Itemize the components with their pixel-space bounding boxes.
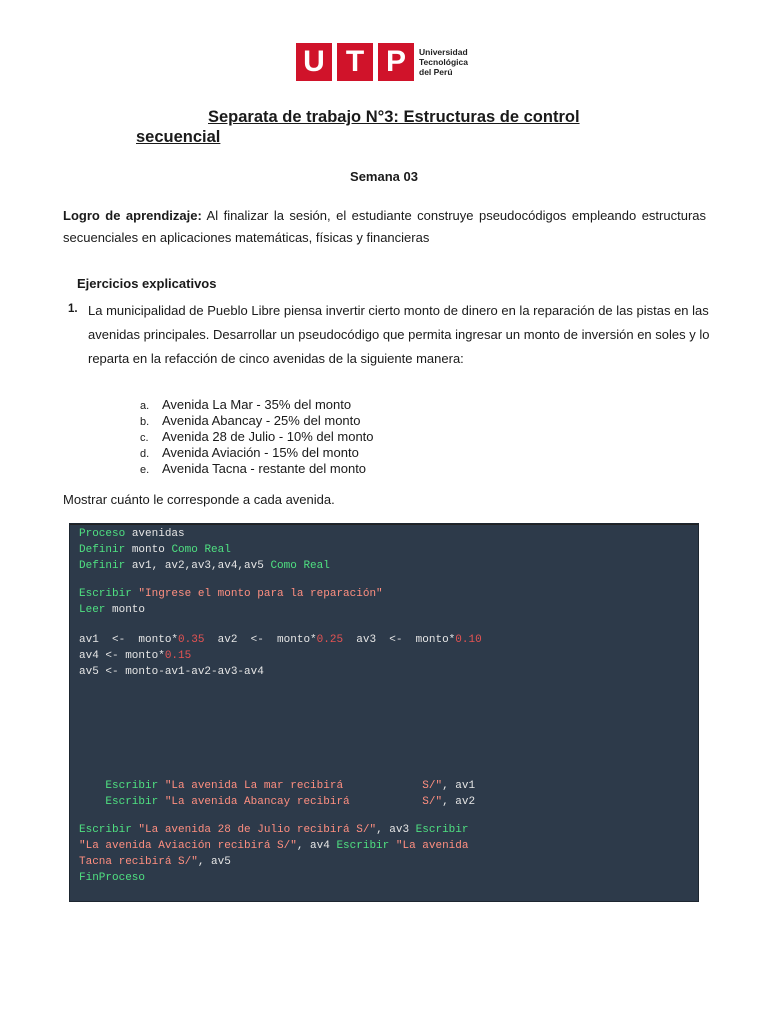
option-letter: d.	[140, 448, 150, 460]
code-token: av5 <- monto-av1-av2-av3-av4	[79, 666, 264, 678]
code-token: "La avenida Aviación recibirá S/"	[79, 840, 297, 852]
code-token: Como Real	[171, 544, 231, 556]
pseudocode-block	[70, 524, 698, 901]
option-text: Avenida Tacna - restante del monto	[162, 461, 367, 476]
logo-university-name	[419, 47, 479, 77]
code-token: "La avenida La mar recibirá S/"	[164, 780, 443, 792]
week-label: Semana 03	[350, 169, 418, 184]
code-token: , av3	[376, 824, 416, 836]
code-token: , av1	[442, 780, 476, 792]
code-token: , av4	[296, 840, 337, 852]
code-token: monto	[125, 544, 172, 556]
code-token: av3 <- monto*	[343, 634, 456, 646]
code-token: Definir	[79, 560, 126, 572]
list-item	[140, 461, 374, 477]
code-token: "La avenida	[395, 840, 469, 852]
code-token	[79, 796, 105, 808]
list-item	[140, 397, 374, 413]
code-line	[79, 855, 231, 869]
code-token	[389, 840, 396, 852]
logo-letter-u: U	[296, 43, 332, 81]
logo-text-line: Universidad	[419, 47, 468, 57]
option-letter: b.	[140, 416, 150, 428]
option-text: Avenida 28 de Julio - 10% del monto	[162, 429, 374, 444]
code-line	[79, 871, 145, 885]
code-line	[79, 543, 231, 557]
code-token: av1, av2,av3,av4,av5	[125, 560, 271, 572]
option-text: Avenida Aviación - 15% del monto	[162, 445, 359, 460]
code-token: , av5	[197, 856, 231, 868]
code-line	[79, 559, 330, 573]
learning-goal-text: Al finalizar la sesión, el estudiante construye pseudocódigos empleando estructuras secuenciales en aplicaciones matemáticas, físicas y financieras	[63, 208, 706, 245]
code-token: , av2	[442, 796, 476, 808]
exercise-closing: Mostrar cuánto le corresponde a cada avenida.	[63, 492, 335, 507]
logo-letter-t: T	[337, 43, 373, 81]
logo-letter-p: P	[378, 43, 414, 81]
section-heading: Ejercicios explicativos	[77, 276, 217, 291]
exercise-number: 1.	[68, 303, 78, 315]
option-letter: a.	[140, 400, 150, 412]
code-token: "Ingrese el monto para la reparación"	[138, 588, 383, 600]
code-token: Escribir	[105, 796, 159, 808]
code-token: Escribir	[415, 824, 469, 836]
list-item	[140, 413, 374, 429]
code-token: avenidas	[125, 528, 185, 540]
document-title	[136, 107, 656, 147]
code-token: "La avenida Abancay recibirá S/"	[164, 796, 443, 808]
code-line	[79, 823, 468, 837]
title-line-1: Separata de trabajo N°3: Estructuras de control	[208, 108, 580, 126]
code-line	[79, 603, 145, 617]
code-token: av2 <- monto*	[204, 634, 317, 646]
utp-logo	[296, 43, 472, 81]
code-token	[79, 780, 105, 792]
exercise-statement: La municipalidad de Pueblo Libre piensa invertir cierto monto de dinero en la reparación de las pistas en las avenidas principales. Desarrollar un pseudocódigo que permita ingresar un monto de inversión en soles y lo reparta en la refacción de cinco avenidas de la siguiente manera:	[88, 303, 710, 366]
code-line	[79, 795, 475, 809]
option-text: Avenida Abancay - 25% del monto	[162, 413, 361, 428]
code-line	[79, 633, 482, 647]
logo-text-line: Tecnológica	[419, 57, 468, 67]
options-list	[140, 397, 374, 477]
code-token: Definir	[79, 544, 126, 556]
code-token: Leer	[79, 604, 106, 616]
code-token: Escribir	[79, 824, 132, 836]
title-line-2: secuencial	[136, 128, 221, 146]
option-text: Avenida La Mar - 35% del monto	[162, 397, 352, 412]
code-line	[79, 779, 475, 793]
logo-text-line: del Perú	[419, 67, 453, 77]
code-token: 0.25	[316, 634, 344, 646]
learning-goal	[63, 205, 706, 249]
code-token: 0.15	[164, 650, 192, 662]
code-token: Escribir	[79, 588, 132, 600]
code-line	[79, 665, 264, 679]
code-token: Como Real	[270, 560, 330, 572]
code-token: FinProceso	[79, 872, 146, 884]
code-line	[79, 839, 469, 853]
code-token: av1 <- monto*	[79, 634, 179, 646]
code-token: 0.35	[178, 634, 205, 646]
code-token: Escribir	[336, 840, 390, 852]
code-token: av4 <- monto*	[79, 650, 165, 662]
code-token: "La avenida 28 de Julio recibirá S/"	[138, 824, 377, 836]
code-token: Escribir	[105, 780, 159, 792]
code-token: Proceso	[79, 528, 126, 540]
code-token: 0.10	[455, 634, 482, 646]
code-token	[158, 796, 165, 808]
code-line	[79, 587, 383, 601]
code-token: Tacna recibirá S/"	[79, 856, 198, 868]
learning-goal-label: Logro de aprendizaje:	[63, 208, 202, 223]
option-letter: c.	[140, 432, 149, 444]
code-token: monto	[105, 604, 146, 616]
list-item	[140, 445, 374, 461]
list-item	[140, 429, 374, 445]
code-line	[79, 527, 185, 541]
option-letter: e.	[140, 464, 150, 476]
code-token	[158, 780, 165, 792]
code-line	[79, 649, 191, 663]
